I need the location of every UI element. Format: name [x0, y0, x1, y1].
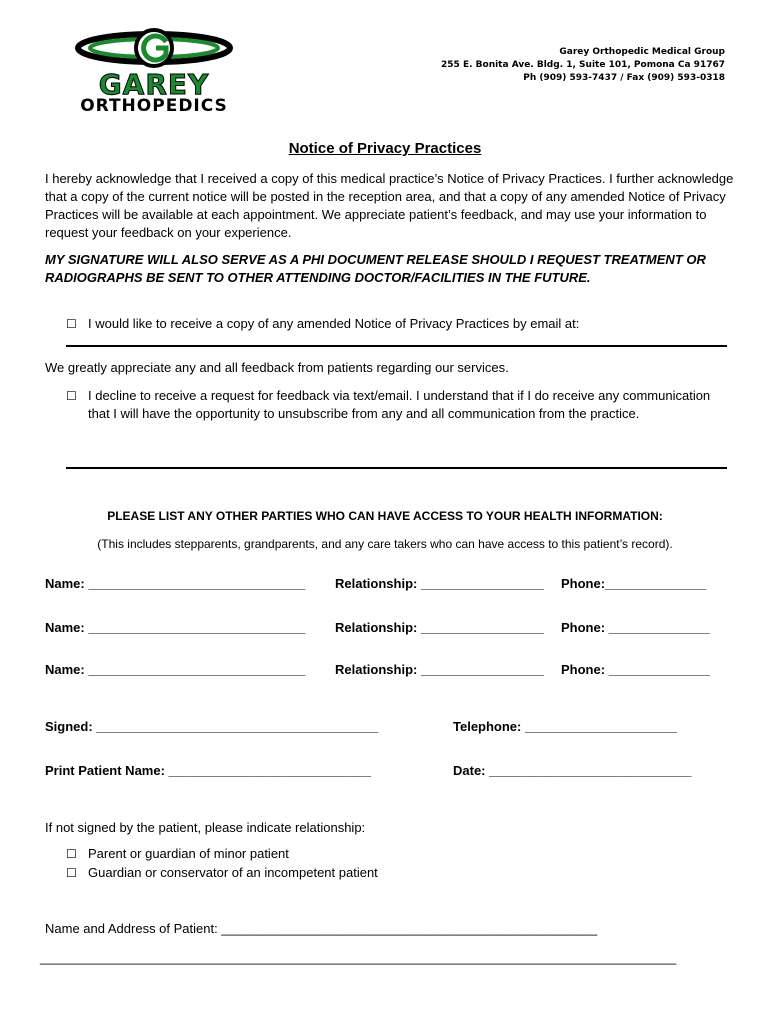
practice-contact-block — [441, 46, 725, 85]
party-1-phone-field[interactable]: Phone:______________ — [561, 576, 707, 591]
logo-text-garey: GAREY — [98, 68, 210, 101]
checkbox[interactable]: ☐ — [66, 317, 77, 331]
party-1-relationship-field[interactable]: Relationship: _________________ — [335, 576, 544, 591]
feedback-appreciation-text: We greatly appreciate any and all feedback from patients regarding our services. — [45, 360, 509, 375]
other-parties-heading: PLEASE LIST ANY OTHER PARTIES WHO CAN HAVE ACCESS TO YOUR HEALTH INFORMATION: — [107, 509, 663, 523]
decline-feedback-label: I decline to receive a request for feedback via text/email. I understand that if I do receive any communication that I will have the opportunity to unsubscribe from any and all communication from the practice. — [88, 388, 711, 421]
party-2-phone-field[interactable]: Phone: ______________ — [561, 620, 710, 635]
conservator-option[interactable] — [66, 864, 726, 882]
email-copy-label: I would like to receive a copy of any amended Notice of Privacy Practices by email at: — [88, 316, 580, 331]
parent-guardian-option[interactable] — [66, 845, 726, 863]
name-address-continuation-line[interactable]: ________________________________________________________________________________________ — [40, 950, 677, 965]
email-entry-line[interactable] — [66, 345, 727, 347]
practice-phone-fax: Ph (909) 593-7437 / Fax (909) 593-0318 — [523, 73, 725, 83]
telephone-field[interactable]: Telephone: _____________________ — [453, 719, 677, 734]
party-3-phone-field[interactable]: Phone: ______________ — [561, 662, 710, 677]
name-address-field[interactable]: Name and Address of Patient: ____________________________________________________ — [45, 921, 598, 936]
checkbox[interactable]: ☐ — [66, 866, 77, 880]
decline-entry-line[interactable] — [66, 467, 727, 469]
checkbox[interactable]: ☐ — [66, 389, 77, 403]
document-title: Notice of Privacy Practices — [288, 140, 482, 157]
garey-orthopedics-logo — [74, 28, 234, 114]
print-patient-name-field[interactable]: Print Patient Name: ____________________________ — [45, 763, 371, 778]
parent-guardian-label: Parent or guardian of minor patient — [88, 846, 289, 861]
logo-text-orthopedics: ORTHOPEDICS — [80, 96, 228, 116]
party-3-name-field[interactable]: Name: ______________________________ — [45, 662, 306, 677]
practice-address: 255 E. Bonita Ave. Bldg. 1, Suite 101, Pomona Ca 91767 — [441, 60, 725, 70]
practice-name: Garey Orthopedic Medical Group — [559, 47, 725, 57]
acknowledgement-paragraph: I hereby acknowledge that I received a copy of this medical practice’s Notice of Privacy Practices. I further acknowledge that a copy of the current notice will be posted in the reception area, and that a copy of any amended Notice of Privacy Practices will be available at each appointment. We appreciate patient’s feedback, and may use your information to request your feedback on your experience. — [45, 171, 734, 240]
phi-release-statement: MY SIGNATURE WILL ALSO SERVE AS A PHI DOCUMENT RELEASE SHOULD I REQUEST TREATMENT OR RADIOGRAPHS BE SENT TO OTHER ATTENDING DOCTOR/FACILITIES IN THE FUTURE. — [45, 252, 706, 285]
checkbox[interactable]: ☐ — [66, 847, 77, 861]
email-copy-option[interactable] — [66, 315, 726, 333]
decline-feedback-option[interactable] — [66, 387, 726, 423]
relationship-prompt: If not signed by the patient, please indicate relationship: — [45, 820, 366, 835]
party-3-relationship-field[interactable]: Relationship: _________________ — [335, 662, 544, 677]
party-2-relationship-field[interactable]: Relationship: _________________ — [335, 620, 544, 635]
party-1-name-field[interactable]: Name: ______________________________ — [45, 576, 306, 591]
party-2-name-field[interactable]: Name: ______________________________ — [45, 620, 306, 635]
signature-field[interactable]: Signed: _______________________________________ — [45, 719, 379, 734]
other-parties-note: (This includes stepparents, grandparents, and any care takers who can have access to this patient’s record). — [97, 537, 673, 551]
date-field[interactable]: Date: ____________________________ — [453, 763, 692, 778]
conservator-label: Guardian or conservator of an incompetent patient — [88, 865, 378, 880]
